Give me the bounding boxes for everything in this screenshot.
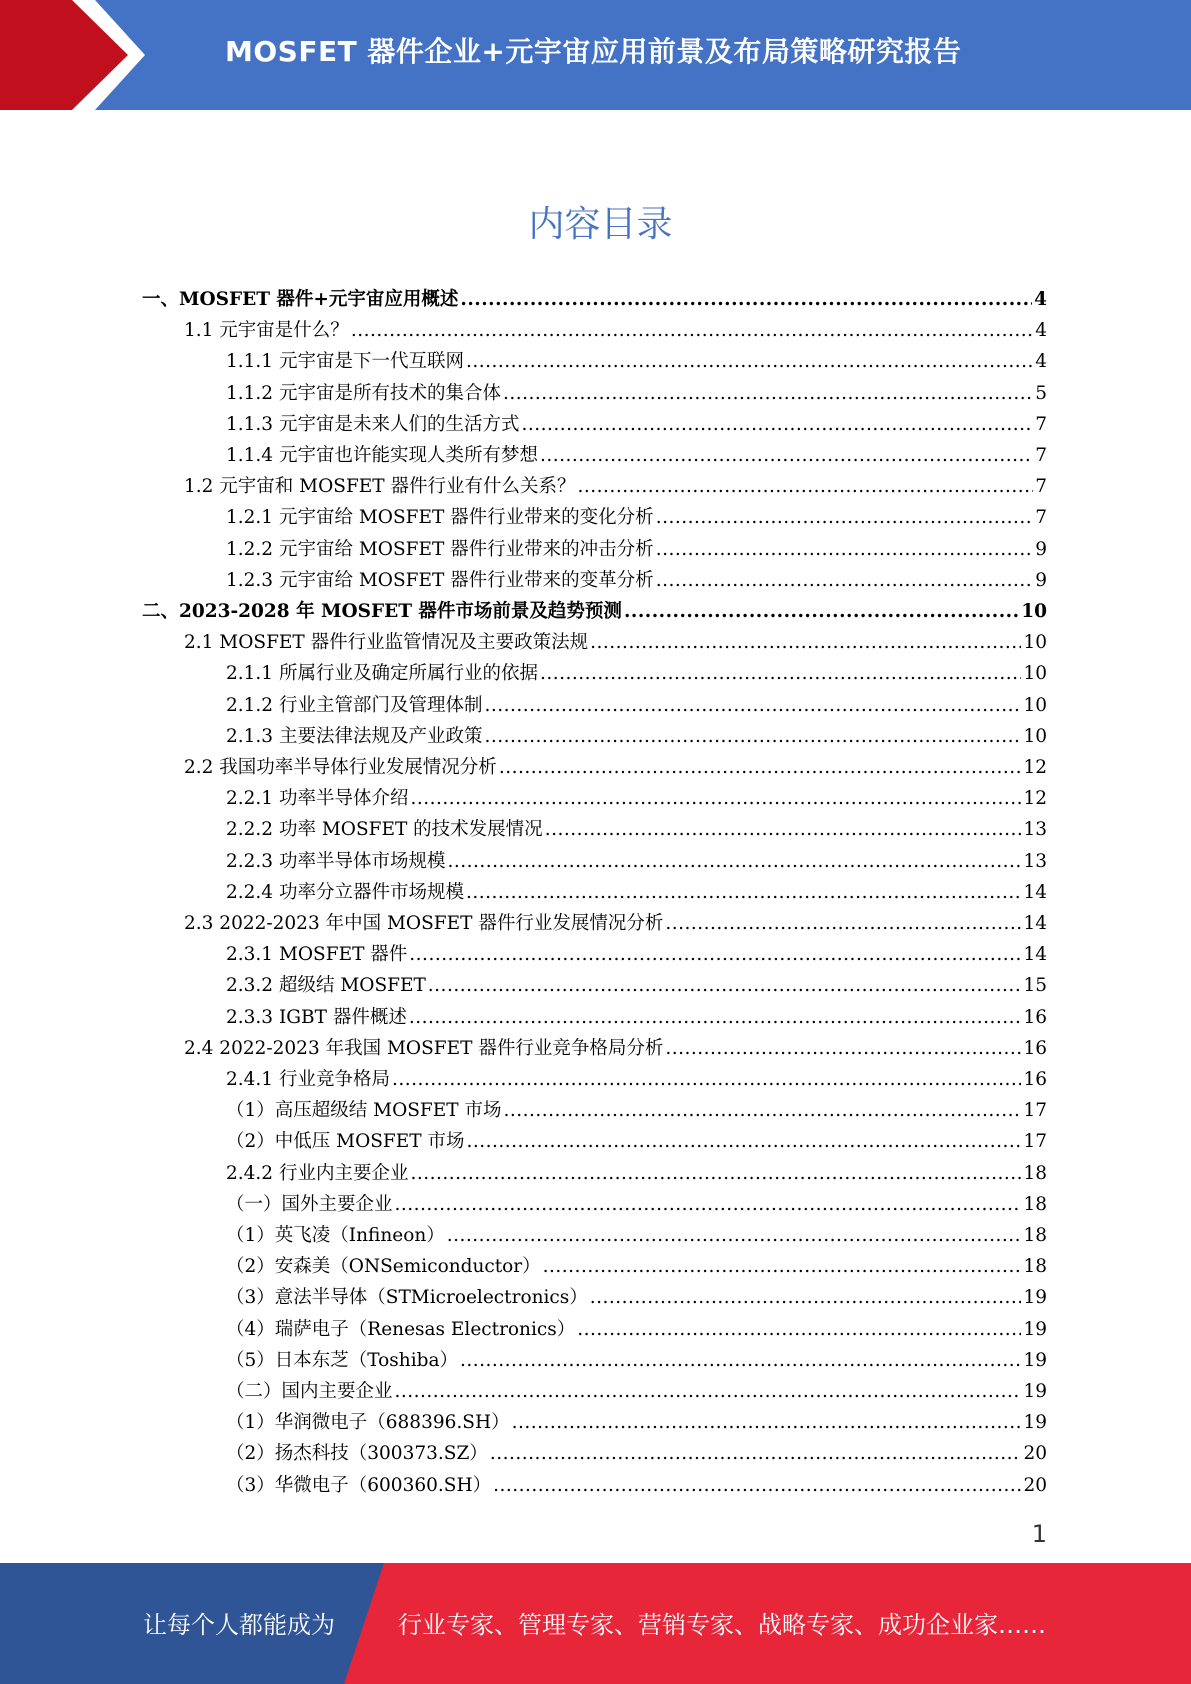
toc-entry[interactable]	[226, 1064, 1047, 1095]
toc-entry-page: 16	[1023, 1006, 1047, 1028]
toc-entry-page: 5	[1035, 382, 1047, 404]
toc-entry-page: 19	[1023, 1381, 1047, 1402]
toc-entry[interactable]	[226, 1095, 1047, 1126]
toc-entry-title: 2.2 我国功率半导体行业发展情况分析	[184, 757, 497, 778]
toc-entry-title: （2）中低压 MOSFET 市场	[226, 1131, 465, 1153]
footer-band	[0, 1563, 1191, 1684]
toc-entry-page: 19	[1023, 1287, 1047, 1309]
toc-entry-title: （2）扬杰科技（300373.SZ）	[226, 1443, 488, 1465]
toc-entry-page: 14	[1023, 881, 1047, 903]
toc-entry-title: 2.2.1 功率半导体介绍	[226, 788, 409, 810]
toc-dot-leader	[466, 877, 1021, 908]
toc-dot-leader	[656, 502, 1034, 533]
toc-entry-title: 2.4 2022-2023 年我国 MOSFET 器件行业竞争格局分析	[184, 1037, 664, 1059]
toc-entry-page: 4	[1035, 320, 1047, 342]
toc-entry[interactable]	[226, 1251, 1047, 1282]
toc-entry-title: 2.1.2 行业主管部门及管理体制	[226, 694, 483, 716]
toc-dot-leader	[499, 752, 1022, 783]
toc-entry-page: 19	[1023, 1412, 1047, 1434]
toc-entry[interactable]	[226, 1407, 1047, 1438]
toc-entry[interactable]	[226, 939, 1047, 970]
toc-dot-leader	[503, 378, 1033, 409]
toc-entry-page: 18	[1023, 1225, 1047, 1246]
toc-entry-title: 1.2.2 元宇宙给 MOSFET 器件行业带来的冲击分析	[226, 538, 654, 560]
toc-entry-title: 1.1.2 元宇宙是所有技术的集合体	[226, 382, 501, 404]
toc-entry[interactable]	[226, 721, 1047, 752]
toc-entry-title: 2.3 2022-2023 年中国 MOSFET 器件行业发展情况分析	[184, 913, 664, 934]
toc-entry-page: 7	[1035, 476, 1047, 498]
toc-entry[interactable]	[226, 1282, 1047, 1313]
toc-dot-leader	[395, 1376, 1022, 1407]
toc-entry-title: （3）意法半导体（STMicroelectronics）	[226, 1287, 588, 1309]
toc-dot-leader	[512, 1407, 1022, 1438]
toc-entry[interactable]	[226, 502, 1047, 533]
toc-dot-leader	[409, 939, 1021, 970]
toc-dot-leader	[624, 596, 1019, 627]
toc-entry[interactable]	[226, 877, 1047, 908]
toc-dot-leader	[578, 471, 1034, 502]
toc-entry[interactable]	[226, 1345, 1047, 1376]
toc-entry-title: 1.1.3 元宇宙是未来人们的生活方式	[226, 413, 520, 435]
toc-entry-title: 1.1.4 元宇宙也许能实现人类所有梦想	[226, 445, 538, 466]
toc-entry[interactable]	[226, 440, 1047, 471]
toc-dot-leader	[665, 908, 1021, 939]
toc-entry[interactable]	[184, 908, 1047, 939]
footer-slogan-left: 让每个人都能成为	[143, 1611, 335, 1639]
toc-dot-leader	[447, 846, 1021, 877]
toc-entry-title: （一）国外主要企业	[226, 1193, 393, 1215]
toc-entry-title: （1）英飞凌（Infineon）	[226, 1225, 445, 1246]
toc-dot-leader	[447, 1220, 1022, 1251]
toc-entry[interactable]	[226, 846, 1047, 877]
toc-entry[interactable]	[226, 1189, 1047, 1220]
toc-dot-leader	[392, 1064, 1021, 1095]
toc-entry-page: 9	[1035, 569, 1047, 591]
toc-entry[interactable]	[226, 378, 1047, 409]
toc-dot-leader	[460, 1345, 1021, 1376]
toc-dot-leader	[590, 627, 1021, 658]
toc-dot-leader	[543, 1251, 1022, 1282]
toc-entry[interactable]	[226, 346, 1047, 377]
toc-heading: 内容目录	[528, 204, 673, 245]
toc-entry-page: 7	[1035, 413, 1047, 435]
toc-entry-title: （2）安森美（ONSemiconductor）	[226, 1256, 541, 1278]
toc-entry-title: （4）瑞萨电子（Renesas Electronics）	[226, 1318, 576, 1340]
toc-entry[interactable]	[226, 814, 1047, 845]
toc-dot-leader	[577, 1314, 1021, 1345]
toc-entry-page: 16	[1023, 1069, 1047, 1090]
toc-dot-leader	[590, 1282, 1022, 1313]
toc-entry-page: 4	[1035, 351, 1047, 373]
toc-entry-title: 1.2 元宇宙和 MOSFET 器件行业有什么关系？	[184, 476, 576, 498]
toc-entry-title: 一、MOSFET 器件+元宇宙应用概述	[142, 289, 459, 310]
toc-entry-page: 7	[1035, 445, 1047, 466]
toc-dot-leader	[410, 783, 1021, 814]
toc-dot-leader	[545, 814, 1022, 845]
toc-dot-leader	[521, 409, 1033, 440]
toc-entry-page: 20	[1023, 1443, 1047, 1465]
toc-entry-page: 10	[1023, 725, 1047, 747]
toc-entry[interactable]	[226, 409, 1047, 440]
footer-slogan-right: 行业专家、管理专家、营销专家、战略专家、成功企业家……	[398, 1611, 1046, 1639]
toc-dot-leader	[540, 658, 1021, 689]
toc-entry-page: 20	[1023, 1474, 1047, 1496]
toc-entry-page: 16	[1023, 1037, 1047, 1059]
toc-entry-page: 10	[1021, 601, 1047, 622]
toc-entry-title: 1.1.1 元宇宙是下一代互联网	[226, 351, 464, 373]
toc-entry-title: （3）华微电子（600360.SH）	[226, 1474, 492, 1496]
toc-entry-page: 14	[1023, 944, 1047, 966]
toc-entry-page: 13	[1023, 819, 1047, 841]
toc-entry[interactable]	[226, 1002, 1047, 1033]
toc-entry[interactable]	[226, 1220, 1047, 1251]
toc-entry-title: 1.2.1 元宇宙给 MOSFET 器件行业带来的变化分析	[226, 507, 654, 529]
toc-entry[interactable]	[226, 565, 1047, 596]
toc-dot-leader	[467, 1126, 1022, 1157]
toc-entry-page: 18	[1023, 1256, 1047, 1278]
toc-entry[interactable]	[226, 1126, 1047, 1157]
toc-entry-title: 2.1 MOSFET 器件行业监管情况及主要政策法规	[184, 632, 589, 654]
toc-entry-title: 2.3.1 MOSFET 器件	[226, 944, 408, 966]
toc-dot-leader	[504, 1095, 1022, 1126]
toc-entry-page: 17	[1023, 1100, 1047, 1122]
toc-entry[interactable]	[226, 658, 1047, 689]
toc-dot-leader	[410, 1158, 1021, 1189]
toc-entry[interactable]	[142, 596, 1047, 627]
toc-dot-leader	[656, 534, 1034, 565]
toc-dot-leader	[395, 1189, 1022, 1220]
toc-entry-page: 4	[1034, 289, 1047, 310]
toc-entry-page: 14	[1023, 913, 1047, 934]
toc-dot-leader	[656, 565, 1034, 596]
toc-entry[interactable]	[226, 1158, 1047, 1189]
toc-dot-leader	[484, 721, 1021, 752]
toc-entry[interactable]	[226, 690, 1047, 721]
toc-dot-leader	[493, 1470, 1021, 1501]
toc-entry[interactable]	[226, 1438, 1047, 1469]
toc-entry-page: 12	[1023, 757, 1047, 778]
header-chevron-decoration	[0, 0, 150, 110]
toc-dot-leader	[484, 690, 1021, 721]
toc-entry-title: 2.4.2 行业内主要企业	[226, 1162, 409, 1184]
toc-entry-title: 二、2023-2028 年 MOSFET 器件市场前景及趋势预测	[142, 601, 622, 622]
toc-dot-leader	[428, 970, 1022, 1001]
toc-dot-leader	[460, 284, 1032, 315]
toc-entry-title: 1.1 元宇宙是什么？	[184, 320, 349, 342]
toc-entry-title: 2.3.2 超级结 MOSFET	[226, 975, 426, 997]
toc-entry[interactable]	[184, 752, 1047, 783]
toc-entry-page: 19	[1023, 1349, 1047, 1371]
toc-entry[interactable]	[226, 970, 1047, 1001]
toc-entry-title: （5）日本东芝（Toshiba）	[226, 1349, 459, 1371]
toc-entry-page: 15	[1023, 975, 1047, 997]
toc-entry-title: 2.2.3 功率半导体市场规模	[226, 850, 446, 872]
toc-entry[interactable]	[184, 471, 1047, 502]
toc-entry-page: 10	[1023, 632, 1047, 654]
toc-entry-title: （1）华润微电子（688396.SH）	[226, 1412, 510, 1434]
toc-entry[interactable]	[226, 1470, 1047, 1501]
toc-entry[interactable]	[226, 1314, 1047, 1345]
toc-entry-title: 2.2.4 功率分立器件市场规模	[226, 881, 464, 903]
toc-entry-title: （二）国内主要企业	[226, 1381, 393, 1402]
toc-entry[interactable]	[184, 1033, 1047, 1064]
toc-entry-title: （1）高压超级结 MOSFET 市场	[226, 1100, 502, 1122]
toc-dot-leader	[351, 315, 1033, 346]
toc-entry-page: 10	[1023, 663, 1047, 685]
toc-entry-page: 18	[1023, 1193, 1047, 1215]
toc-entry-page: 7	[1035, 507, 1047, 529]
toc-entry-page: 19	[1023, 1318, 1047, 1340]
toc-dot-leader	[540, 440, 1033, 471]
toc-entry-title: 2.3.3 IGBT 器件概述	[226, 1006, 407, 1028]
toc-dot-leader	[490, 1438, 1022, 1469]
toc-dot-leader	[409, 1002, 1022, 1033]
toc-entry[interactable]	[184, 315, 1047, 346]
toc-entry-page: 12	[1023, 788, 1047, 810]
report-title: MOSFET 器件企业+元宇宙应用前景及布局策略研究报告	[225, 35, 962, 68]
toc-entry[interactable]	[142, 284, 1047, 315]
toc-entry-title: 2.4.1 行业竞争格局	[226, 1069, 390, 1090]
toc-entry-title: 1.2.3 元宇宙给 MOSFET 器件行业带来的变革分析	[226, 569, 654, 591]
toc-entry[interactable]	[226, 1376, 1047, 1407]
toc-entry-page: 10	[1023, 694, 1047, 716]
toc-dot-leader	[665, 1033, 1021, 1064]
toc-dot-leader	[466, 346, 1033, 377]
toc-entry[interactable]	[226, 783, 1047, 814]
toc-entry-page: 13	[1023, 850, 1047, 872]
toc-entry-page: 18	[1023, 1162, 1047, 1184]
toc-entry-title: 2.2.2 功率 MOSFET 的技术发展情况	[226, 819, 543, 841]
toc-entry-page: 9	[1035, 538, 1047, 560]
toc-entry-page: 17	[1023, 1131, 1047, 1153]
header-band	[0, 0, 1191, 110]
toc-entry[interactable]	[226, 534, 1047, 565]
toc-entry[interactable]	[184, 627, 1047, 658]
page-number: 1	[1031, 1520, 1047, 1548]
toc-entry-title: 2.1.3 主要法律法规及产业政策	[226, 725, 483, 747]
toc-entry-title: 2.1.1 所属行业及确定所属行业的依据	[226, 663, 538, 685]
